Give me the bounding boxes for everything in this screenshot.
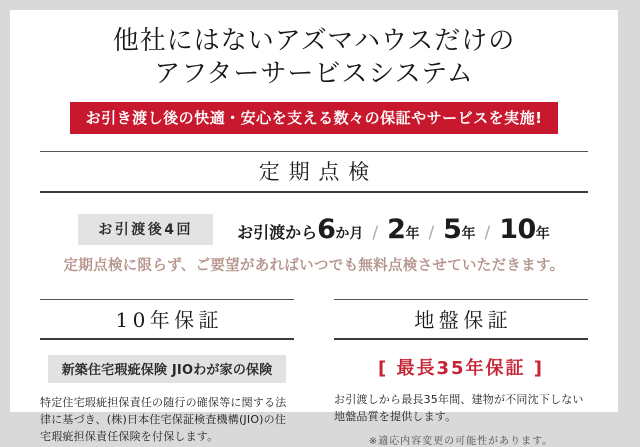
free-inspection-note: 定期点検に限らず、ご要望があればいつでも無料点検させていただきます。 — [63, 258, 565, 274]
milestone-4-number: 10 — [499, 214, 536, 245]
milestone-3-unit: 年 — [461, 226, 476, 242]
lead-banner: お引き渡し後の快適・安心を支える数々の保証やサービスを実施! — [70, 102, 559, 134]
milestone-2-number: 2 — [387, 214, 406, 245]
page-title-line1: 他社にはないアズマハウスだけの — [112, 26, 516, 56]
max-35y-warranty-label: [ 最長35年保証 ] — [377, 358, 545, 379]
terms-change-disclaimer: ※適応内容変更の可能性があります。 — [368, 436, 554, 447]
section-title-periodic-inspection: 定期点検 — [40, 151, 588, 193]
section-title-10y-warranty: 10年保証 — [40, 299, 294, 340]
schedule-separator: / — [428, 223, 435, 243]
banner-row — [10, 102, 618, 134]
section-title-ground-warranty: 地盤保証 — [334, 299, 588, 340]
milestone-3-number: 5 — [443, 214, 462, 245]
inspection-count-badge: お引渡後4回 — [78, 214, 213, 245]
milestone-2-unit: 年 — [405, 226, 420, 242]
inspection-schedule — [237, 216, 550, 243]
insurance-badge-row — [40, 355, 294, 383]
schedule-separator: / — [372, 223, 379, 243]
inspection-schedule-row — [10, 214, 618, 245]
page-title — [10, 25, 618, 91]
max-35y-row — [334, 354, 588, 380]
milestone-1-unit: か月 — [335, 226, 364, 242]
after-service-card — [10, 10, 618, 447]
schedule-prefix: お引渡から — [237, 223, 318, 242]
warranty-10y-column — [40, 299, 294, 447]
ground-warranty-description: お引渡しから最長35年間、建物が不同沈下しない地盤品質を提供します。 — [334, 393, 584, 423]
page-title-line2: アフターサービスシステム — [154, 59, 474, 89]
milestone-1-number: 6 — [317, 214, 336, 245]
ground-warranty-column — [334, 299, 588, 447]
milestone-4-unit: 年 — [535, 226, 550, 242]
jio-insurance-badge: 新築住宅瑕疵保険 JIOわが家の保険 — [48, 355, 287, 383]
schedule-separator: / — [484, 223, 491, 243]
warranty-10y-description: 特定住宅瑕疵担保責任の随行の確保等に関する法律に基づき、(株)日本住宅保証検査機構(JIO)の住宅瑕疵担保責任保険を付保します。 — [40, 396, 287, 443]
warranty-columns — [40, 299, 588, 447]
